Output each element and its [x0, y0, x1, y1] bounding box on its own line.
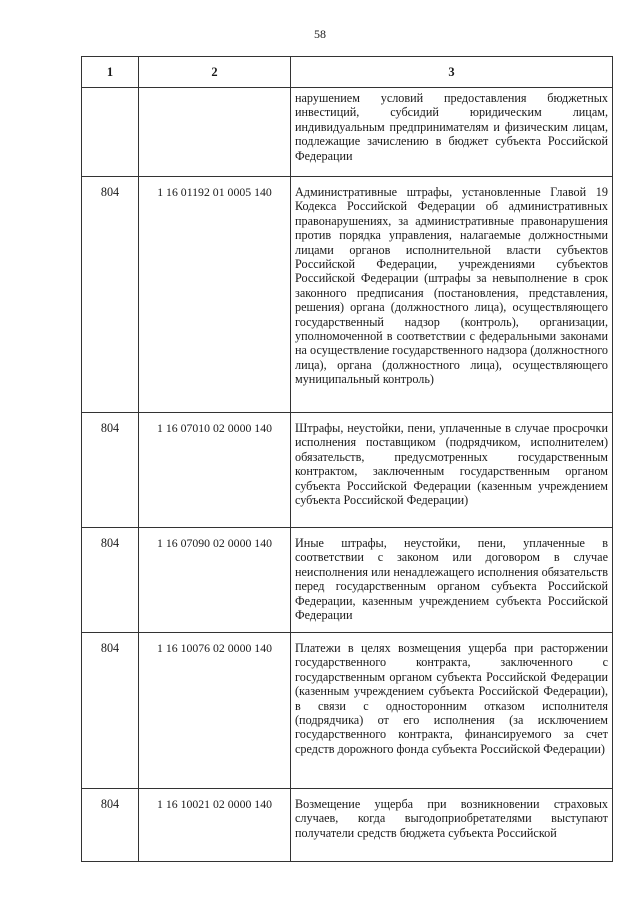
budget-code-cell [139, 88, 291, 177]
budget-code-cell: 1 16 07010 02 0000 140 [139, 413, 291, 528]
admin-code-cell: 804 [82, 413, 139, 528]
table-row [82, 633, 613, 789]
budget-code-cell: 1 16 10021 02 0000 140 [139, 789, 291, 862]
page-number: 58 [314, 27, 326, 41]
budget-code-table [81, 56, 613, 862]
description-cell: Возмещение ущерба при возникновении страховых случаев, когда выгодоприобретателями выступают получатели средств бюджета субъекта Российской [291, 789, 613, 862]
column-header-3: 3 [291, 57, 613, 88]
admin-code-cell: 804 [82, 789, 139, 862]
budget-code-cell: 1 16 10076 02 0000 140 [139, 633, 291, 789]
description-cell: Иные штрафы, неустойки, пени, уплаченные в соответствии с законом или договором в случае неисполнения или ненадлежащего исполнения обязательств перед государственным органом субъекта Российской Федерации, казенным учреждением субъекта Российской Федерации [291, 528, 613, 633]
admin-code-cell: 804 [82, 633, 139, 789]
column-header-2: 2 [139, 57, 291, 88]
table-header-row [82, 57, 613, 88]
description-cell: Административные штрафы, установленные Главой 19 Кодекса Российской Федерации об административных правонарушениях, за административные правонарушения против порядка управления, налагаемые должностными лицами органов исполнительной власти субъектов Российской Федерации, учреждениями субъектов Российской Федерации (штрафы за невыполнение в срок законного предписания (постановления, представления, решения) органа (должностного лица), осуществляющего государственный надзор (контроль), организации, уполномоченной в соответствии с федеральными законами на осуществление государственного надзора (должностного лица), органа (должностного лица), осуществляющего муниципальный контроль) [291, 177, 613, 413]
description-cell: Платежи в целях возмещения ущерба при расторжении государственного контракта, заключенного с государственным органом субъекта Российской Федерации (казенным учреждением субъекта Российской Федерации), в связи с односторонним отказом исполнителя (подрядчика) от его исполнения (за исключением государственного контракта, финансируемого за счет средств дорожного фонда субъекта Российской Федерации) [291, 633, 613, 789]
table-row [82, 88, 613, 177]
admin-code-cell: 804 [82, 177, 139, 413]
budget-code-cell: 1 16 01192 01 0005 140 [139, 177, 291, 413]
table-row [82, 789, 613, 862]
admin-code-cell [82, 88, 139, 177]
table-row [82, 177, 613, 413]
description-cell: нарушением условий предоставления бюджетных инвестиций, субсидий юридическим лицам, индивидуальным предпринимателям и физическим лицам, подлежащие зачислению в бюджет субъекта Российской Федерации [291, 88, 613, 177]
admin-code-cell: 804 [82, 528, 139, 633]
table-row [82, 528, 613, 633]
description-cell: Штрафы, неустойки, пени, уплаченные в случае просрочки исполнения поставщиком (подрядчиком, исполнителем) обязательств, предусмотренных государственным контрактом, заключенным государственным органом субъекта Российской Федерации (казенным учреждением субъекта Российской Федерации) [291, 413, 613, 528]
budget-code-cell: 1 16 07090 02 0000 140 [139, 528, 291, 633]
column-header-1: 1 [82, 57, 139, 88]
table-row [82, 413, 613, 528]
